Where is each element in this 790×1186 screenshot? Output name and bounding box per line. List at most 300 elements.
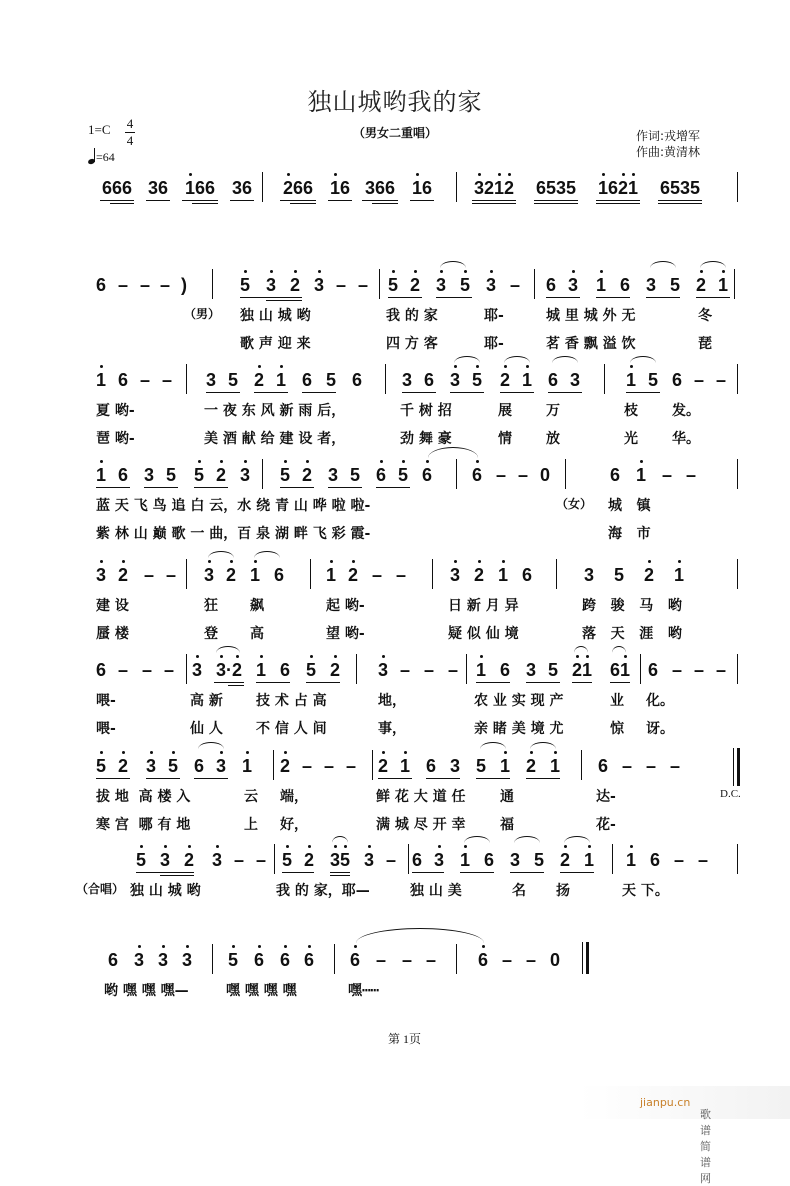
lyric-line: 耶- [484,308,504,324]
lyric-line: 哟 嘿 嘿 嘿— [104,983,189,999]
octave-dot-icon [632,173,635,176]
note: 5 [476,756,487,776]
beam-underline [596,200,640,201]
lyric-line: 不 信 人 间 [256,721,327,737]
voice-label: （合唱） [76,882,125,896]
octave-dot-icon [236,655,239,658]
octave-dot-icon [258,365,261,368]
beam-underline [450,392,484,393]
beam-underline [696,297,730,298]
note: 6 [274,565,285,585]
note: 366 [364,178,396,198]
beam-underline [402,392,436,393]
lyric-line: 疑 似 仙 境 [448,626,519,642]
note: 2 [302,465,312,485]
octave-dot-icon [100,460,103,463]
octave-dot-icon [426,460,429,463]
beam-underline [96,487,130,488]
octave-dot-icon [368,845,371,848]
note: 1 62 1 [596,178,640,198]
lyric-line: 歌 声 迎 来 [240,336,311,352]
octave-dot-icon [414,270,417,273]
note: 6 [648,660,659,680]
octave-dot-icon [334,845,337,848]
lyric-line: 展 [498,403,512,419]
time-signature-top: 4 [126,116,134,131]
note: 1 [500,756,510,776]
note: 2 [280,756,290,776]
note: 6 [500,660,511,680]
lyric-line: 技 术 占 高 [256,693,327,709]
dash-extension: – [118,660,129,680]
tie-slur [428,447,478,458]
octave-dot-icon [164,845,167,848]
dash-extension: – [376,950,387,970]
beam-underline [560,872,594,873]
octave-dot-icon [220,655,223,658]
octave-dot-icon [244,460,247,463]
dash-extension: – [694,370,705,390]
composer: 作曲:黄清林 [636,145,701,159]
tie-slur [216,646,240,653]
lyric-line: 拔 地 高 楼 入 [96,789,191,805]
beam-underline [96,778,130,779]
note: 6 [426,756,437,776]
dash-extension: – [662,465,673,485]
note: 2 [184,850,194,870]
octave-dot-icon [588,845,591,848]
lyric-line: 紫 林 山 巅 歌 一 曲，百 泉 湖 畔 飞 彩 霞- [96,526,371,542]
final-barline-thick [737,748,740,786]
dash-extension: – [518,465,529,485]
beam-underline [436,297,472,298]
barline [262,459,263,489]
note: 666 [101,178,133,198]
octave-dot-icon [564,845,567,848]
tie-slur [612,646,626,653]
beam-underline [546,297,580,298]
dash-extension: – [324,756,335,776]
note: 5 [388,275,398,295]
dash-extension: – [336,275,347,295]
note: 3 [134,950,144,970]
lyric-line: 四 方 客 [386,336,438,352]
page-number: 第 1页 [388,1032,422,1046]
note: 3 21 2 [472,178,516,198]
barline [604,364,605,394]
note: 6 [254,950,264,970]
beam-underline [146,778,180,779]
barline [186,364,187,394]
note: 3 [434,850,444,870]
note: 2 [226,565,236,585]
octave-dot-icon [318,270,321,273]
beam-underline [526,778,560,779]
lyric-line: 落 天 涯 哟 [582,626,682,642]
note: 6 [352,370,363,390]
note: 2 [118,756,128,776]
lyric-line: 建 设 [96,598,129,614]
barline [212,269,213,299]
octave-dot-icon [220,751,223,754]
beam-underline [526,682,560,683]
note: 3 [450,565,460,585]
octave-dot-icon [334,655,337,658]
note: 6 [610,465,621,485]
octave-dot-icon [502,560,505,563]
note: 36 [231,178,253,198]
octave-dot-icon [476,460,479,463]
lyric-line: 情 [498,431,512,447]
octave-dot-icon [464,270,467,273]
note: 61 [610,660,630,680]
barline [186,654,187,684]
tie-slur [630,356,656,363]
beam-underline [548,392,582,393]
lyric-line: 高 新 [190,693,223,709]
note: 2 [378,756,388,776]
dash-extension: – [144,565,155,585]
tie-slur [440,261,466,268]
note: 1 [584,850,594,870]
lyric-line: 独 山 城 哟 [240,308,311,324]
beam-underline [572,682,592,683]
note: 1 [326,565,336,585]
dash-extension: – [234,850,245,870]
note: 3 ·2 [214,660,244,680]
note: 1 [250,565,260,585]
barline [456,172,457,202]
note: 3 [146,756,156,776]
key-signature: 1=C [88,122,111,137]
tie-slur [700,261,726,268]
octave-dot-icon [630,365,633,368]
beam-underline [330,875,350,876]
lyric-line: 化。 [646,693,674,709]
beam-underline [136,872,194,873]
note: 2 [254,370,264,390]
beam-underline [192,203,218,204]
note: 3 [378,660,388,680]
beam-underline [144,487,178,488]
note: 2 [290,275,300,295]
octave-dot-icon [122,560,125,563]
barline [612,844,613,874]
dash-extension: – [448,660,459,680]
note: 2 [410,275,420,295]
beam-underline [228,685,244,686]
lyric-line: 事， [378,721,406,737]
lyric-line: 耶- [484,336,504,352]
lyric-line: 冬 [698,308,712,324]
beam-underline [534,203,578,204]
lyric-line: 花- [596,817,616,833]
octave-dot-icon [306,460,309,463]
octave-dot-icon [208,560,211,563]
tie-slur [454,356,480,363]
octave-dot-icon [438,845,441,848]
barline [640,654,641,684]
octave-dot-icon [216,845,219,848]
beam-underline [254,392,288,393]
note: 5 [548,660,559,680]
lyric-line: 名 [512,883,526,899]
barline [334,944,335,974]
lyric-line: 蓝 天 飞 鸟 追 白 云，水 绕 青 山 哗 啦 啦- [96,498,371,514]
beam-underline [280,200,316,201]
beam-underline [476,682,510,683]
barline [262,172,263,202]
octave-dot-icon [189,173,192,176]
note: 3 [450,756,461,776]
octave-dot-icon [454,365,457,368]
octave-dot-icon [454,560,457,563]
lyric-line: 喂- [96,693,116,709]
octave-dot-icon [648,560,651,563]
octave-dot-icon [576,655,579,658]
note: 5 [614,565,625,585]
dash-extension: – [496,465,507,485]
lyric-line: 城 里 城 外 无 [546,308,636,324]
note: 6535 [535,178,577,198]
note: 3 [314,275,324,295]
barline [274,844,275,874]
beam-underline [182,200,218,201]
beam-underline [388,297,422,298]
octave-dot-icon [392,270,395,273]
note: 3 [402,370,413,390]
dash-extension: – [164,660,175,680]
barline [372,750,373,780]
octave-dot-icon [284,945,287,948]
note: 1 [596,275,606,295]
watermark-cn: 歌谱简谱网 [700,1108,711,1185]
note: 3 [568,275,578,295]
note: 6 [522,565,533,585]
octave-dot-icon [284,460,287,463]
tie-slur [530,742,556,749]
lyric-line: 琵 [698,336,712,352]
lyric-line: 登 [204,626,218,642]
note: 2 [118,565,128,585]
note: 1 [276,370,286,390]
beam-underline [290,203,316,204]
note: 1 [460,850,470,870]
final-barline-thin [582,942,583,974]
note: 5 [648,370,659,390]
note: 3 [266,275,276,295]
note: 36 [147,178,169,198]
note: 6 [118,370,129,390]
note: 3 [204,565,214,585]
note: 2 [474,565,484,585]
octave-dot-icon [678,560,681,563]
beam-underline [500,392,534,393]
note: 5 [670,275,681,295]
note: 6 [484,850,495,870]
note: 6 [672,370,683,390]
beam-underline [362,200,398,201]
octave-dot-icon [230,560,233,563]
note: 1 [476,660,486,680]
lyric-line: 一 夜 东 风 新 雨 后， [204,403,346,419]
lyric-line: 狂 [204,598,218,614]
lyric-line: 千 树 招 [400,403,452,419]
note: 3 [510,850,521,870]
lyric-line: 云 [244,789,258,805]
note: 1 66 [182,178,218,198]
beam-underline [460,872,494,873]
dash-extension: – [716,660,727,680]
beam-underline [100,200,134,201]
octave-dot-icon [244,270,247,273]
tempo-marking [88,148,115,165]
beam-underline [510,872,544,873]
time-signature-bottom: 4 [126,133,134,148]
lyric-line: 独 山 城 哟 [130,883,201,899]
octave-dot-icon [440,270,443,273]
note: 1 [498,565,508,585]
tie-slur [332,836,348,843]
beam-underline [206,392,240,393]
dash-extension: – [526,950,537,970]
da-capo-marking: D.C. [720,788,741,800]
beam-underline [472,200,516,201]
tie-slur [504,356,530,363]
note: 5 [228,950,238,970]
dash-extension: – [686,465,697,485]
dash-extension: – [672,660,683,680]
barline [466,654,467,684]
lyric-line: 发。 [672,403,700,419]
note: 2 [330,660,340,680]
note: 1 [96,465,106,485]
beam-underline [328,200,352,201]
beam-underline [146,200,170,201]
octave-dot-icon [122,751,125,754]
note: 1 [626,370,636,390]
note: 5 [350,465,361,485]
octave-dot-icon [196,655,199,658]
note: 3 [526,660,537,680]
octave-dot-icon [404,751,407,754]
beam-underline [372,203,398,204]
lyric-line: 好， [280,817,308,833]
lyric-line: 满 城 尽 开 幸 [376,817,466,833]
octave-dot-icon [630,845,633,848]
lyric-line: 达- [596,789,616,805]
octave-dot-icon [308,845,311,848]
lyric-line: 端， [280,789,308,805]
note: 1 [96,370,106,390]
dash-extension: – [402,950,413,970]
beam-underline [230,200,254,201]
octave-dot-icon [602,173,605,176]
octave-dot-icon [198,460,201,463]
note: 1 [626,850,636,870]
dash-extension: – [358,275,369,295]
final-barline-thick [586,942,589,974]
beam-underline [266,300,302,301]
watermark [580,1086,790,1185]
octave-dot-icon [258,945,261,948]
barline [310,559,311,589]
lyric-line: 地， [378,693,406,709]
note: 6 [302,370,313,390]
octave-dot-icon [382,655,385,658]
octave-dot-icon [480,655,483,658]
note: 6 [96,660,107,680]
note: 3 [328,465,339,485]
octave-dot-icon [220,460,223,463]
octave-dot-icon [100,365,103,368]
note: 3 [182,950,192,970]
note: 6 [598,756,609,776]
octave-dot-icon [270,270,273,273]
lyric-line: 放 [546,431,560,447]
octave-dot-icon [254,560,257,563]
octave-dot-icon [246,751,249,754]
barline [737,459,738,489]
beam-underline [306,682,340,683]
note: 3 [192,660,202,680]
beam-underline [110,203,134,204]
octave-dot-icon [554,751,557,754]
lyric-line: 日 新 月 异 [448,598,519,614]
octave-dot-icon [172,751,175,754]
barline [737,844,738,874]
dash-extension: – [160,275,171,295]
lyric-line: 惊 [610,721,624,737]
voice-label: （女） [556,497,593,511]
octave-dot-icon [382,751,385,754]
lyric-line: 亲 睹 美 境 尤 [474,721,564,737]
lyric-line: 劲 舞 豪 [400,431,452,447]
note: 1 6 [328,178,352,198]
octave-dot-icon [624,655,627,658]
lyric-line: 海 市 [608,526,651,542]
octave-dot-icon [700,270,703,273]
credits [636,128,700,160]
note: 5 [280,465,290,485]
lyric-line: 嘿 嘿 嘿 嘿 [226,983,297,999]
note: 5 [166,465,177,485]
note: 6 [350,950,360,970]
octave-dot-icon [622,173,625,176]
note: 3 [240,465,250,485]
dash-extension: – [674,850,685,870]
dash-extension: – [622,756,633,776]
lyric-line: 华。 [672,431,700,447]
beam-underline [596,297,630,298]
lyric-line: 蜃 楼 [96,626,129,642]
beam-underline [328,487,362,488]
lyric-line: 我 的 家，耶— [276,883,370,899]
tie-slur [254,551,280,558]
note: 1 [522,370,532,390]
note: 3 [570,370,581,390]
note: 6 [118,465,129,485]
lyric-line: 鲜 花 大 道 任 [376,789,466,805]
beam-underline [240,297,302,298]
note: 5 [194,465,204,485]
note: 6 [424,370,435,390]
note: 6 [412,850,423,870]
lyric-line: 茗 香 飘 溢 饮 [546,336,636,352]
note: 6 [304,950,314,970]
lyric-line: 城 镇 [608,498,651,514]
beam-underline [160,875,194,876]
